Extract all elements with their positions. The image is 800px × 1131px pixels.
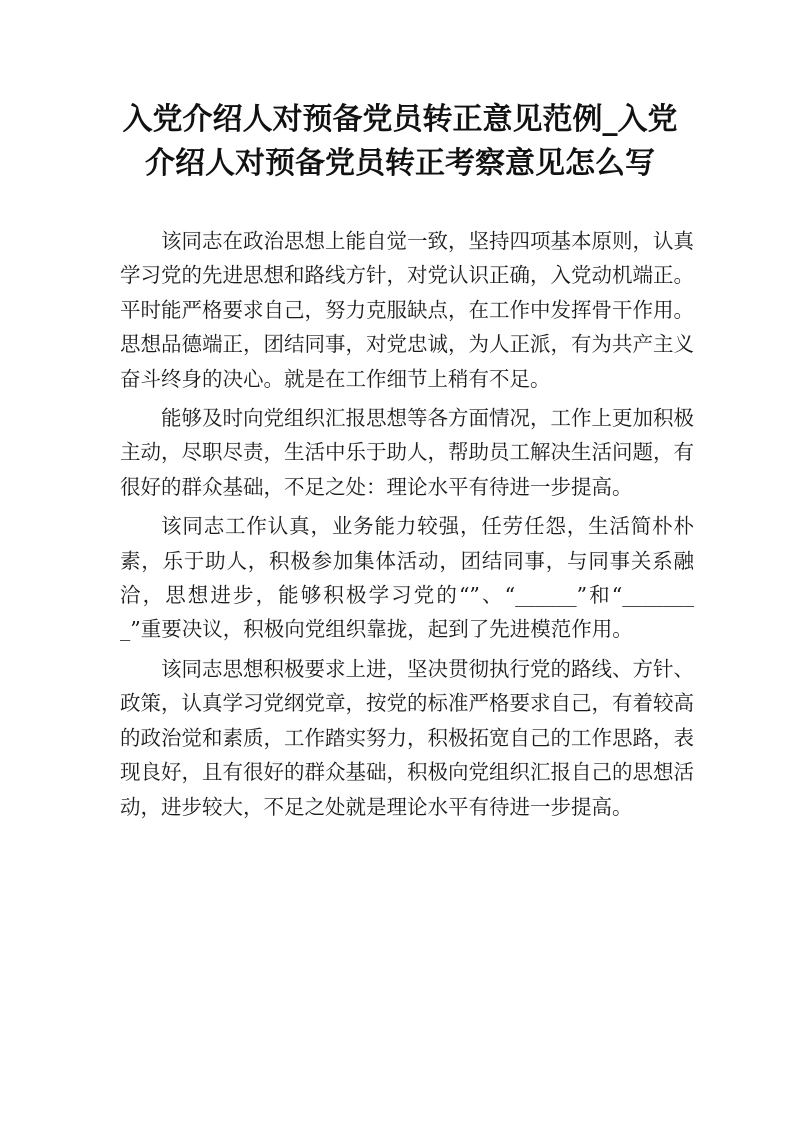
document-body — [120, 224, 694, 829]
paragraph-1: 该同志在政治思想上能自觉一致，坚持四项基本原则，认真学习党的先进思想和路线方针，对党认识正确，入党动机端正。平时能严格要求自己，努力克服缺点，在工作中发挥骨干作用。思想品德端正，团结同事，对党忠诚，为人正派，有为共产主义奋斗终身的决心。就是在工作细节上稍有不足。 — [120, 229, 694, 391]
document-title: 入党介绍人对预备党员转正意见范例_入党介绍人对预备党员转正考察意见怎么写 — [122, 102, 678, 181]
paragraph-3: 该同志工作认真，业务能力较强，任劳任怨，生活简朴朴素，乐于助人，积极参加集体活动，团结同事，与同事关系融洽，思想进步，能够积极学习党的“”、“______”和“________”重要决议，积极向党组织靠拢，起到了先进模范作用。 — [120, 514, 694, 642]
paragraph-2: 能够及时向党组织汇报思想等各方面情况，工作上更加积极主动，尽职尽责，生活中乐于助人，帮助员工解决生活问题，有很好的群众基础，不足之处：理论水平有待进一步提高。 — [120, 406, 694, 499]
paragraph-4: 该同志思想积极要求上进，坚决贯彻执行党的路线、方针、政策，认真学习党纲党章，按党的标准严格要求自己，有着较高的政治觉和素质，工作踏实努力，积极拓宽自己的工作思路，表现良好，且有很好的群众基础，积极向党组织汇报自己的思想活动，进步较大，不足之处就是理论水平有待进一步提高。 — [120, 656, 694, 819]
